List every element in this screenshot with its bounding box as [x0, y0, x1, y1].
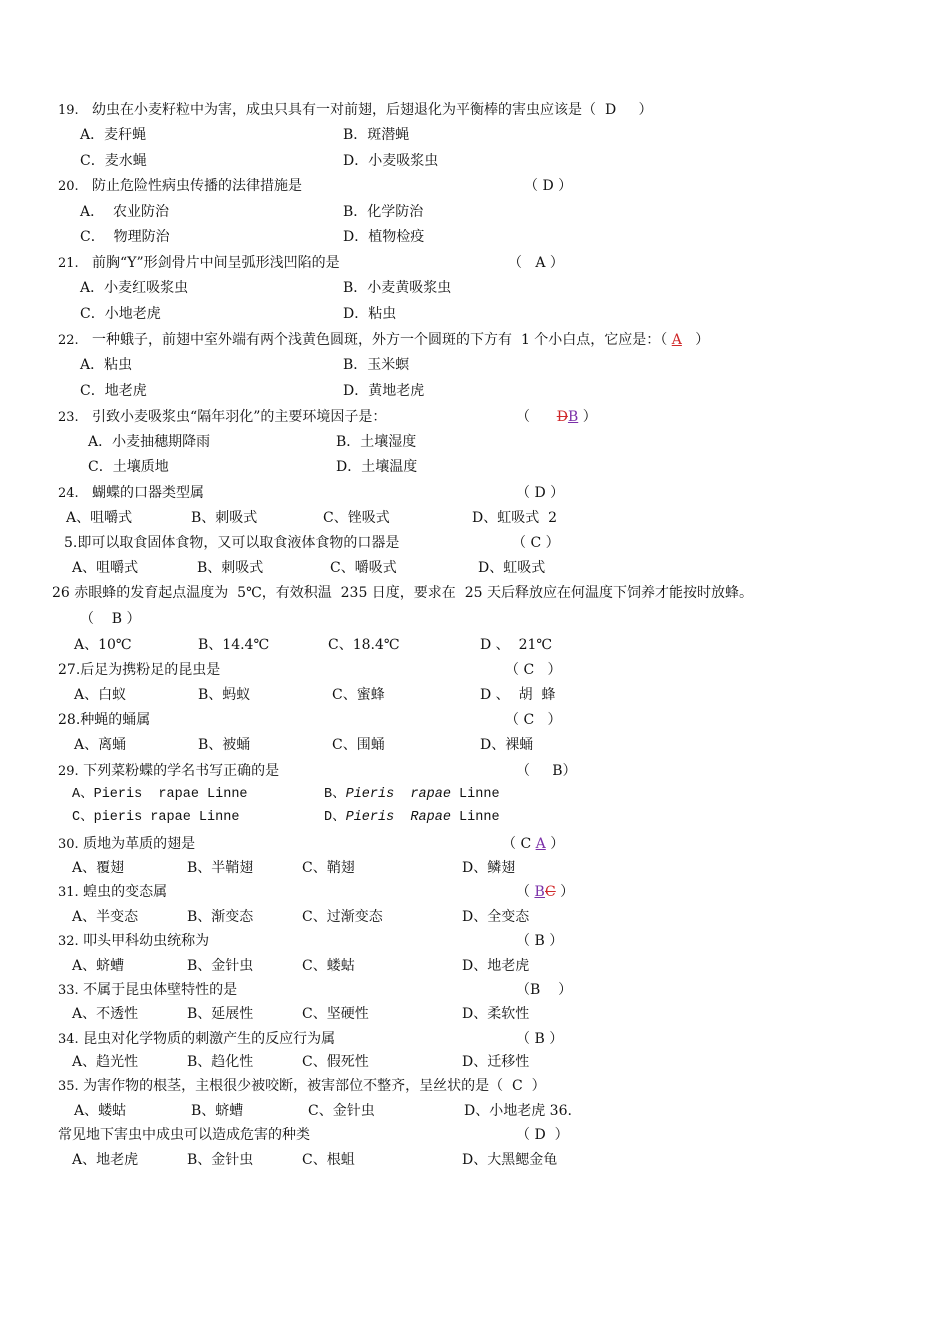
option-a: A、趋光性 — [72, 1054, 139, 1070]
option-letter: B、 — [324, 787, 346, 802]
author-name: Linne — [450, 810, 500, 825]
question-number: 32. — [58, 934, 79, 949]
question-22-stem — [58, 331, 709, 350]
option-b: B、半鞘翅 — [187, 860, 254, 876]
answer: D — [604, 102, 617, 118]
option-c: C、根蛆 — [302, 1152, 355, 1168]
answer: （ C ） — [512, 535, 560, 551]
option-b: B、金针虫 — [187, 1152, 254, 1168]
question-number: 24. — [58, 486, 79, 501]
option-b: B．斑潜蝇 — [343, 127, 410, 143]
answer: （ B ） — [516, 1031, 564, 1047]
question-21-stem — [58, 254, 340, 273]
answer: （ D ） — [516, 485, 565, 501]
option-b: B、金针虫 — [187, 958, 254, 974]
option-b: B、蚂蚁 — [198, 687, 251, 703]
answer: （ B ） — [516, 933, 564, 949]
option-b: B、趋化性 — [187, 1054, 254, 1070]
option-a: A、10℃ — [74, 637, 132, 653]
option-c: C、锉吸式 — [323, 510, 390, 526]
option-b: B、14.4℃ — [198, 637, 270, 653]
question-number: 34. — [58, 1032, 79, 1047]
option-a: A． 农业防治 — [80, 204, 170, 220]
question-34-stem — [58, 1030, 335, 1049]
option-b: B．小麦黄吸浆虫 — [343, 280, 452, 296]
answer: （ A ） — [508, 255, 564, 271]
option-c: C、假死性 — [302, 1054, 369, 1070]
option-d: D、迁移性 — [462, 1054, 530, 1070]
option-d: D．粘虫 — [343, 306, 397, 322]
option-d: D、小地老虎 36. — [464, 1103, 572, 1119]
question-30-stem — [58, 835, 195, 854]
option-d: D．小麦吸浆虫 — [343, 153, 439, 169]
option-c: C、鞘翅 — [302, 860, 355, 876]
option-b — [324, 786, 500, 804]
option-c: C、嚼吸式 — [330, 560, 397, 576]
option-d: D、虹吸式 — [478, 560, 546, 576]
option-b: B、渐变态 — [187, 909, 254, 925]
question-19-stem — [58, 101, 652, 120]
option-c: C、围蛹 — [332, 737, 385, 753]
question-32-stem — [58, 932, 209, 951]
option-d: D 、 胡 蜂 — [480, 687, 556, 703]
option-a: A．小麦红吸浆虫 — [80, 280, 189, 296]
option-letter: D、 — [324, 810, 346, 825]
option-b: B、被蛹 — [198, 737, 251, 753]
option-c: C、18.4℃ — [328, 637, 400, 653]
question-23-stem — [58, 408, 386, 427]
option-a: A、蝼蛄 — [74, 1103, 127, 1119]
answer: （ C ） — [505, 662, 562, 678]
question-text: 引致小麦吸浆虫“隔年羽化”的主要环境因子是： — [92, 409, 387, 425]
question-text: 质地为革质的翅是 — [83, 836, 196, 852]
question-36-stem: 常见地下害虫中成虫可以造成危害的种类 — [58, 1127, 310, 1143]
question-26-stem: 26 赤眼蜂的发育起点温度为 5℃，有效积温 235 日度，要求在 25 天后释放应在何温度下饲养才能按时放蜂。 — [52, 585, 753, 601]
paren-open: （ C — [502, 836, 536, 852]
option-c: C、过渐变态 — [302, 909, 383, 925]
option-d: D、鳞翅 — [462, 860, 516, 876]
answer-inserted: B — [534, 884, 546, 900]
question-number: 19. — [58, 103, 79, 118]
question-text: 幼虫在小麦籽粒中为害，成虫只具有一对前翅，后翅退化为平衡棒的害虫应该是（ — [92, 102, 597, 118]
option-c: C、坚硬性 — [302, 1006, 369, 1022]
paren-open: （ — [516, 409, 530, 425]
option-d: D．土壤温度 — [336, 459, 418, 475]
option-d: D、虹吸式 2 — [472, 510, 558, 526]
question-text: 蝴蝶的口器类型属 — [92, 485, 205, 501]
option-a: A、不透性 — [72, 1006, 139, 1022]
latin-name: Pieris rapae — [345, 787, 451, 802]
question-28-stem: 28.种蝇的蛹属 — [58, 712, 151, 728]
option-a: A．粘虫 — [80, 357, 133, 373]
paren-close: ） — [582, 409, 597, 425]
option-b: B．化学防治 — [343, 204, 424, 220]
option-a: A、覆翅 — [72, 860, 125, 876]
answer — [516, 883, 574, 901]
option-a: A．麦秆蝇 — [80, 127, 147, 143]
question-number: 31. — [58, 885, 79, 900]
question-number: 22. — [58, 333, 79, 348]
answer: （ C ） — [505, 712, 562, 728]
option-d: D、柔软性 — [462, 1006, 530, 1022]
question-text: 为害作物的根茎，主根很少被咬断，被害部位不整齐，呈丝状的是（ C ） — [83, 1078, 546, 1094]
option-c: C、蝼蛄 — [302, 958, 355, 974]
option-d: D 、 21℃ — [480, 637, 553, 653]
question-number: 30. — [58, 837, 79, 852]
option-d: D、大黑鳃金龟 — [462, 1152, 558, 1168]
option-d: D．植物检疫 — [343, 229, 425, 245]
answer: A — [671, 332, 682, 348]
question-text: 前胸“Y”形剑骨片中间呈弧形浅凹陷的是 — [92, 255, 340, 271]
option-b: B、刺吸式 — [197, 560, 264, 576]
option-a: A、Pieris rapae Linne — [72, 787, 248, 802]
author-name: Linne — [450, 787, 500, 802]
question-number: 33. — [58, 983, 79, 998]
question-33-stem — [58, 981, 237, 1000]
option-b: B、刺吸式 — [191, 510, 258, 526]
answer-inserted: B — [567, 409, 579, 425]
option-b: B．玉米螟 — [343, 357, 410, 373]
answer: （B ） — [516, 982, 573, 998]
answer — [516, 408, 597, 426]
question-number: 20. — [58, 179, 79, 194]
option-a: A、白蚁 — [74, 687, 127, 703]
option-a: A、蛴螬 — [72, 958, 125, 974]
answer-inserted: A — [535, 836, 546, 852]
question-35-stem — [58, 1077, 546, 1096]
question-20-stem — [58, 177, 302, 196]
option-a: A、离蛹 — [74, 737, 127, 753]
latin-name: Pieris Rapae — [345, 810, 451, 825]
option-d: D、地老虎 — [462, 958, 530, 974]
question-text: 叩头甲科幼虫统称为 — [83, 933, 210, 949]
question-29-stem — [58, 762, 279, 781]
option-d: D．黄地老虎 — [343, 383, 425, 399]
question-number: 29. — [58, 764, 79, 779]
option-c: C、pieris rapae Linne — [72, 810, 240, 825]
option-b: B、蛴螬 — [191, 1103, 244, 1119]
question-text: 一种蛾子，前翅中室外端有两个浅黄色圆斑，外方一个圆斑的下方有 1 个小白点，它应是：（ — [92, 332, 668, 348]
answer — [502, 835, 564, 853]
option-a: A、咀嚼式 — [66, 510, 133, 526]
question-text: 下列菜粉蝶的学名书写正确的是 — [83, 763, 280, 779]
option-d: D、全变态 — [462, 909, 530, 925]
option-b: B．土壤湿度 — [336, 434, 417, 450]
option-c: C、蜜蜂 — [332, 687, 385, 703]
option-c: C、金针虫 — [308, 1103, 375, 1119]
option-c: C．地老虎 — [80, 383, 147, 399]
paren-close: ） — [555, 884, 575, 900]
question-27-stem: 27.后足为携粉足的昆虫是 — [58, 662, 221, 678]
answer-deleted: C — [545, 884, 556, 900]
answer: （ B ） — [80, 611, 141, 627]
paren-open: （ — [516, 884, 535, 900]
question-text: 防止危险性病虫传播的法律措施是 — [92, 178, 303, 194]
option-c: C．小地老虎 — [80, 306, 161, 322]
paren-close: ） — [545, 836, 565, 852]
question-25-stem: 5.即可以取食固体食物，又可以取食液体食物的口器是 — [64, 535, 400, 551]
option-a: A、地老虎 — [72, 1152, 139, 1168]
option-a: A．小麦抽穗期降雨 — [88, 434, 211, 450]
option-a: A、咀嚼式 — [72, 560, 139, 576]
question-number: 23. — [58, 410, 79, 425]
question-31-stem — [58, 883, 167, 902]
option-c: C．麦水蝇 — [80, 153, 147, 169]
question-24-stem — [58, 484, 204, 503]
answer: （ B） — [516, 763, 577, 779]
answer-deleted: D — [556, 409, 568, 425]
option-d: D、裸蛹 — [480, 737, 534, 753]
paren-close: ） — [695, 332, 710, 348]
answer: （ D ） — [524, 178, 573, 194]
question-number: 21. — [58, 256, 79, 271]
question-text: 蝗虫的变态属 — [83, 884, 168, 900]
paren-close: ） — [638, 102, 653, 118]
option-c: C．土壤质地 — [88, 459, 169, 475]
question-text: 不属于昆虫体壁特性的是 — [83, 982, 238, 998]
question-text: 昆虫对化学物质的刺激产生的反应行为属 — [83, 1031, 336, 1047]
question-number: 35. — [58, 1079, 79, 1094]
answer: （ D ） — [516, 1127, 569, 1143]
option-a: A、半变态 — [72, 909, 139, 925]
option-c: C． 物理防治 — [80, 229, 170, 245]
option-b: B、延展性 — [187, 1006, 254, 1022]
option-d — [324, 809, 500, 827]
